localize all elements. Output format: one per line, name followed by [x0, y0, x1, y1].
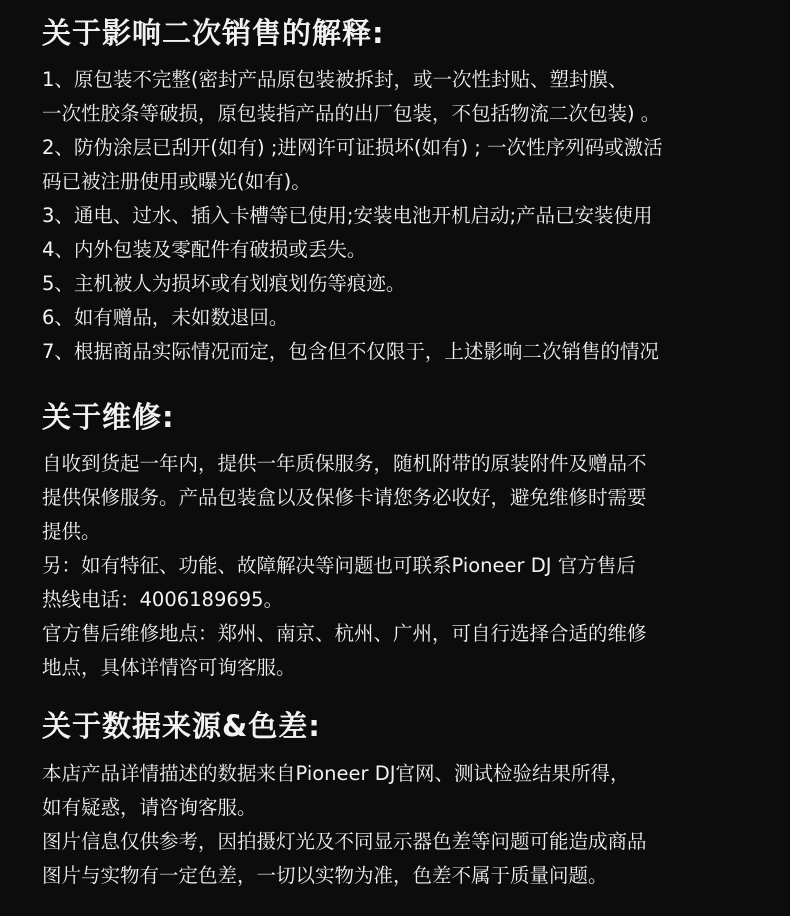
section3-line-3: 图片信息仅供参考，因拍摄灯光及不同显示器色差等问题可能造成商品	[42, 830, 647, 853]
section1-line-2: 一次性胶条等破损，原包装指产品的出厂包装，不包括物流二次包装) 。	[42, 102, 661, 125]
section3-line-2: 如有疑惑，请咨询客服。	[42, 796, 257, 819]
section-title-secondary-sale: 关于影响二次销售的解释:	[42, 16, 385, 50]
section1-line-5: 3、通电、过水、插入卡槽等已使用;安装电池开机启动;产品已安装使用	[42, 204, 653, 227]
section1-line-3: 2、防伪涂层已刮开(如有) ;进网许可证损坏(如有) ; 一次性序列码或激活	[42, 136, 663, 159]
section3-line-1: 本店产品详情描述的数据来自Pioneer DJ官网、测试检验结果所得，	[42, 762, 630, 785]
section1-line-4: 码已被注册使用或曝光(如有)。	[42, 170, 311, 193]
section2-line-6: 官方售后维修地点：郑州、南京、杭州、广州，可自行选择合适的维修	[42, 622, 647, 645]
section-title-repair: 关于维修:	[42, 400, 175, 434]
section-title-data-source: 关于数据来源&色差:	[42, 709, 321, 743]
section2-line-7: 地点，具体详情咨可询客服。	[42, 656, 296, 679]
section2-line-2: 提供保修服务。产品包装盒以及保修卡请您务必收好，避免维修时需要	[42, 486, 647, 509]
section2-line-4: 另：如有特征、功能、故障解决等问题也可联系Pioneer DJ 官方售后	[42, 554, 636, 577]
section1-line-1: 1、原包装不完整(密封产品原包装被拆封，或一次性封贴、塑封膜、	[42, 68, 628, 91]
section1-line-7: 5、主机被人为损坏或有划痕划伤等痕迹。	[42, 272, 406, 295]
section2-line-3: 提供。	[42, 520, 101, 543]
section1-line-8: 6、如有赠品，未如数退回。	[42, 306, 289, 329]
section1-line-9: 7、根据商品实际情况而定，包含但不仅限于，上述影响二次销售的情况	[42, 340, 659, 363]
section2-line-1: 自收到货起一年内，提供一年质保服务，随机附带的原装附件及赠品不	[42, 452, 647, 475]
section2-line-5: 热线电话：4006189695。	[42, 588, 284, 611]
section1-line-6: 4、内外包装及零配件有破损或丢失。	[42, 238, 367, 261]
section3-line-4: 图片与实物有一定色差，一切以实物为准，色差不属于质量问题。	[42, 864, 608, 887]
